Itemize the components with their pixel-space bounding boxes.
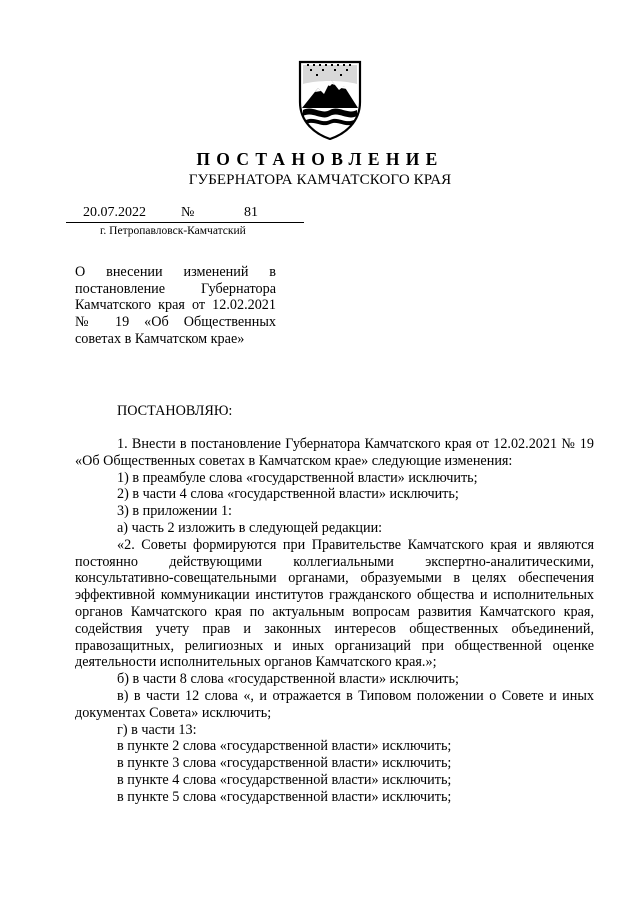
- paragraph-item-5: в пункте 5 слова «государственной власти» исключить;: [117, 788, 452, 805]
- paragraph-item-3: в пункте 3 слова «государственной власти» исключить;: [117, 755, 452, 772]
- document-subject: О внесении изменений в постановление Губернатора Камчатского края от 12.02.2021 № 19 «Об Общественных советах в Камчатском крае»: [75, 264, 276, 347]
- paragraph-preamble: 1) в преамбуле слова «государственной власти» исключить;: [117, 469, 478, 486]
- paragraph-g: г) в части 13:: [117, 721, 197, 738]
- document-number: 81: [244, 205, 258, 220]
- registration-underline: [66, 222, 304, 223]
- paragraph-appendix-1: 3) в приложении 1:: [117, 503, 232, 520]
- paragraph-a: а) часть 2 изложить в следующей редакции:: [117, 519, 383, 536]
- paragraph-b: б) в части 8 слова «государственной власти» исключить;: [117, 671, 459, 688]
- paragraph-v: в) в части 12 слова «, и отражается в Типовом положении о Совете и иных документах Совета» исключить;: [75, 687, 594, 721]
- paragraph-1: 1. Внести в постановление Губернатора Камчатского края от 12.02.2021 № 19 «Об Общественных советах в Камчатском крае» следующие изменения:: [75, 436, 594, 469]
- document-title: ПОСТАНОВЛЕНИЕ: [196, 149, 444, 169]
- kamchatka-coat-of-arms-icon: [297, 58, 363, 140]
- paragraph-item-4: в пункте 4 слова «государственной власти» исключить;: [117, 771, 452, 788]
- decree-word: ПОСТАНОВЛЯЮ:: [117, 403, 233, 419]
- document-issuer: ГУБЕРНАТОРА КАМЧАТСКОГО КРАЯ: [188, 172, 452, 188]
- paragraph-part-4: 2) в части 4 слова «государственной власти» исключить;: [117, 486, 459, 503]
- document-place: г. Петропавловск-Камчатский: [100, 225, 246, 237]
- document-date: 20.07.2022: [83, 205, 146, 220]
- number-sign: №: [181, 205, 195, 220]
- paragraph-item-2: в пункте 2 слова «государственной власти» исключить;: [117, 738, 452, 755]
- paragraph-new-part-2: «2. Советы формируются при Правительстве Камчатского края и являются постоянно действующими коллегиальными экспертно-аналитическими, консультативно-совещательными органами, образуемыми в целях обеспечения эффективной коммуникации институтов гражданского общества и исполнительных органов Камчатского края по актуальным вопросам развития Камчатского края, содействия учету прав и законных интересов общественных объединений, правозащитных, религиозных и иных организаций при общественной оценке деятельности исполнительных органов Камчатского края.»;: [75, 536, 594, 671]
- document-body: [75, 436, 594, 806]
